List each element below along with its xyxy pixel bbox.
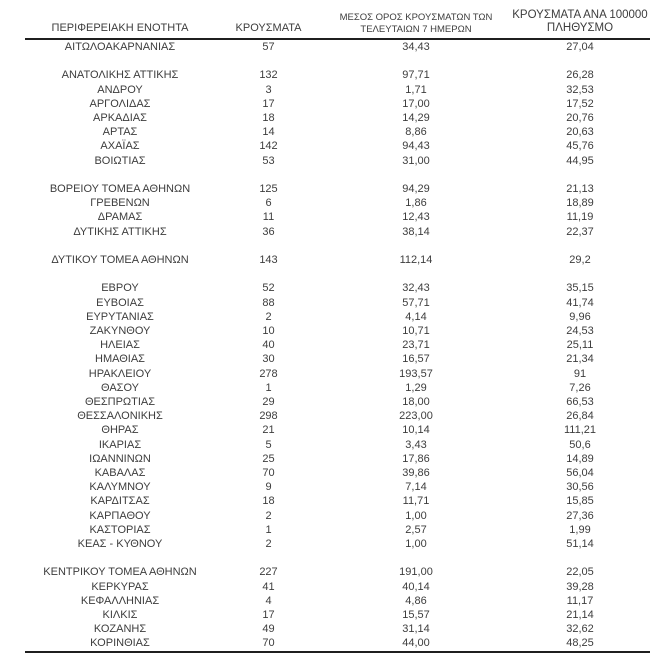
cell-region: ΚΙΛΚΙΣ <box>102 609 138 622</box>
cell-per_100k: 21,34 <box>566 353 594 366</box>
cell-region: ΗΡΑΚΛΕΙΟΥ <box>88 367 152 380</box>
cell-per_100k: 26,28 <box>566 69 594 82</box>
cell-cases: 125 <box>259 183 278 195</box>
cell-per_100k: 25,11 <box>566 339 594 352</box>
header-regional-unit <box>25 0 215 39</box>
table-row <box>25 381 650 395</box>
table-row <box>25 367 650 381</box>
cell-avg_7day: 1,00 <box>405 509 427 522</box>
cell-avg_7day: 94,29 <box>402 183 430 195</box>
cell-cases: 70 <box>262 467 275 480</box>
cell-cases: 132 <box>259 69 278 82</box>
cell-avg_7day: 32,43 <box>402 282 430 295</box>
table-row <box>25 438 650 452</box>
cell-per_100k: 50,6 <box>569 438 591 451</box>
group-spacer-row <box>25 54 650 68</box>
table-row <box>25 296 650 310</box>
table-row <box>25 310 650 324</box>
cell-region: ΒΟΡΕΙΟΥ ΤΟΜΕΑ ΑΘΗΝΩΝ <box>49 183 191 195</box>
cell-cases: 70 <box>215 636 322 651</box>
cell-avg_7day: 1,86 <box>405 197 427 210</box>
header-cases-per-100k-line1: ΚΡΟΥΣΜΑΤΑ ΑΝΑ 100000 <box>512 9 648 21</box>
cell-cases: 4 <box>265 594 272 607</box>
table-header <box>25 0 650 39</box>
cell-region: ΚΑΒΑΛΑΣ <box>94 467 146 480</box>
cell-region: ΚΟΖΑΝΗΣ <box>93 623 147 636</box>
cell-cases: 14 <box>262 126 275 139</box>
cell-avg_7day: 14,29 <box>402 112 430 124</box>
cell-avg_7day: 44,00 <box>322 636 510 651</box>
table-row <box>25 154 650 168</box>
table-row <box>25 409 650 423</box>
regional-cases-table <box>25 0 650 653</box>
cell-avg_7day: 94,43 <box>402 140 430 153</box>
cell-cases: 40 <box>262 339 275 352</box>
cell-avg_7day: 17,00 <box>402 97 430 110</box>
cell-region: ΙΚΑΡΙΑΣ <box>98 438 142 451</box>
cell-region: ΑΡΚΑΔΙΑΣ <box>93 112 147 124</box>
cell-region: ΔΥΤΙΚΟΥ ΤΟΜΕΑ ΑΘΗΝΩΝ <box>51 254 189 266</box>
table-row <box>25 139 650 153</box>
cell-region: ΗΛΕΙΑΣ <box>100 339 140 352</box>
header-7day-average <box>322 0 510 39</box>
cell-avg_7day: 193,57 <box>399 367 433 380</box>
cell-cases: 17 <box>262 609 275 622</box>
table-row <box>25 324 650 338</box>
cell-region: ΑΡΤΑΣ <box>102 126 138 139</box>
cell-per_100k: 91 <box>573 367 587 380</box>
table-row <box>25 452 650 466</box>
cell-per_100k: 45,76 <box>566 140 594 153</box>
cell-avg_7day: 39,86 <box>402 467 430 480</box>
cell-avg_7day: 112,14 <box>399 254 433 266</box>
cell-cases: 29 <box>262 396 275 409</box>
cell-region: ΚΕΡΚΥΡΑΣ <box>91 580 149 593</box>
cell-avg_7day: 10,14 <box>402 424 430 437</box>
group-spacer-row <box>25 239 650 253</box>
cell-cases: 57 <box>262 41 275 53</box>
cell-region: ΔΡΑΜΑΣ <box>97 211 143 224</box>
cell-cases: 278 <box>259 367 278 380</box>
table-row <box>25 466 650 480</box>
table-row <box>25 509 650 523</box>
cell-avg_7day: 12,43 <box>402 211 430 224</box>
table-row <box>25 210 650 224</box>
cell-per_100k: 18,89 <box>566 197 594 210</box>
cell-region: ΘΕΣΠΡΩΤΙΑΣ <box>84 396 156 409</box>
cell-region: ΚΑΣΤΟΡΙΑΣ <box>89 523 151 536</box>
cell-avg_7day: 16,57 <box>402 353 430 366</box>
cell-region: ΙΩΑΝΝΙΝΩΝ <box>89 452 151 465</box>
cell-avg_7day: 17,86 <box>402 452 430 465</box>
cell-per_100k: 32,62 <box>566 623 594 636</box>
table-row <box>25 537 650 551</box>
cell-cases: 5 <box>265 438 272 451</box>
table-row <box>25 352 650 366</box>
header-7day-average-line1: ΜΕΣΟΣ ΟΡΟΣ ΚΡΟΥΣΜΑΤΩΝ ΤΩΝ <box>339 12 493 23</box>
table-row <box>25 338 650 352</box>
cell-per_100k: 7,26 <box>569 381 591 394</box>
table-row <box>25 594 650 608</box>
cell-per_100k: 27,36 <box>566 509 594 522</box>
cell-per_100k: 26,84 <box>566 410 594 423</box>
cell-region: ΚΑΛΥΜΝΟΥ <box>89 481 151 494</box>
table-row <box>25 480 650 494</box>
cell-cases: 49 <box>262 623 275 636</box>
table-row <box>25 253 650 267</box>
cell-cases: 6 <box>265 197 272 210</box>
cell-per_100k: 56,04 <box>566 467 594 480</box>
cell-avg_7day: 40,14 <box>402 580 430 593</box>
cell-per_100k: 66,53 <box>566 396 594 409</box>
cell-avg_7day: 57,71 <box>402 296 430 309</box>
cell-cases: 143 <box>259 254 278 266</box>
cell-cases: 25 <box>262 452 275 465</box>
cell-avg_7day: 4,86 <box>405 594 427 607</box>
group-spacer-cell <box>25 551 650 565</box>
table-row <box>25 225 650 239</box>
group-spacer-cell <box>25 54 650 68</box>
table-row <box>25 494 650 508</box>
cell-cases: 1 <box>265 381 272 394</box>
table-row <box>25 423 650 437</box>
cell-avg_7day: 7,14 <box>405 481 427 494</box>
header-cases-label: ΚΡΟΥΣΜΑΤΑ <box>235 22 302 34</box>
cell-cases: 18 <box>262 112 275 124</box>
cell-cases: 36 <box>262 225 275 238</box>
cell-avg_7day: 2,57 <box>405 523 427 536</box>
cell-cases: 227 <box>259 566 278 579</box>
group-spacer-cell <box>25 239 650 253</box>
cell-cases: 17 <box>262 97 275 110</box>
cell-cases: 53 <box>262 154 275 167</box>
header-regional-unit-label: ΠΕΡΙΦΕΡΕΙΑΚΗ ΕΝΟΤΗΤΑ <box>51 22 189 34</box>
header-7day-average-line2: ΤΕΛΕΥΤΑΙΩΝ 7 ΗΜΕΡΩΝ <box>360 23 472 35</box>
cell-per_100k: 35,15 <box>566 282 594 295</box>
cell-cases: 88 <box>262 296 275 309</box>
group-spacer-row <box>25 551 650 565</box>
table-row <box>25 196 650 210</box>
cell-region: ΑΧΑΪΑΣ <box>100 140 140 153</box>
cell-avg_7day: 8,86 <box>405 126 427 139</box>
cell-avg_7day: 18,00 <box>402 396 430 409</box>
header-cases <box>215 0 322 39</box>
cell-per_100k: 41,74 <box>566 296 594 309</box>
table-row <box>25 39 650 54</box>
cell-avg_7day: 1,71 <box>405 83 427 96</box>
cell-per_100k: 9,96 <box>569 310 591 323</box>
cell-avg_7day: 4,14 <box>405 310 427 323</box>
cell-region: ΚΟΡΙΝΘΙΑΣ <box>25 636 215 651</box>
cell-per_100k: 11,19 <box>566 211 594 224</box>
table-row <box>25 580 650 594</box>
cell-per_100k: 15,85 <box>566 495 594 508</box>
cell-avg_7day: 1,29 <box>405 381 427 394</box>
cell-per_100k: 21,14 <box>566 609 594 622</box>
cell-per_100k: 51,14 <box>566 538 594 551</box>
cell-region: ΑΝΑΤΟΛΙΚΗΣ ΑΤΤΙΚΗΣ <box>61 69 179 82</box>
cell-region: ΚΑΡΠΑΘΟΥ <box>89 509 151 522</box>
cell-region: ΒΟΙΩΤΙΑΣ <box>94 154 146 167</box>
cell-region: ΘΑΣΟΥ <box>100 381 140 394</box>
cell-region: ΔΥΤΙΚΗΣ ΑΤΤΙΚΗΣ <box>73 225 167 238</box>
cell-avg_7day: 11,71 <box>402 495 430 508</box>
header-cases-per-100k <box>510 0 650 39</box>
cell-avg_7day: 223,00 <box>399 410 433 423</box>
cell-region: ΓΡΕΒΕΝΩΝ <box>90 197 150 210</box>
cell-per_100k: 32,53 <box>566 83 594 96</box>
cell-per_100k: 39,28 <box>566 580 594 593</box>
cell-avg_7day: 31,14 <box>402 623 430 636</box>
cell-region: ΚΕΑΣ - ΚΥΘΝΟΥ <box>77 538 163 551</box>
cell-cases: 52 <box>262 282 275 295</box>
cell-per_100k: 48,25 <box>510 636 650 651</box>
cell-per_100k: 22,05 <box>566 566 594 579</box>
table-row <box>25 523 650 537</box>
cell-cases: 41 <box>262 580 275 593</box>
cell-per_100k: 1,99 <box>569 523 591 536</box>
group-spacer-row <box>25 168 650 182</box>
table-row <box>25 622 650 636</box>
cell-per_100k: 14,89 <box>566 452 594 465</box>
header-cases-per-100k-line2: ΠΛΗΘΥΣΜΟ <box>546 22 614 34</box>
cell-region: ΑΙΤΩΛΟΑΚΑΡΝΑΝΙΑΣ <box>64 41 176 53</box>
cell-cases: 298 <box>259 410 278 423</box>
cell-cases: 30 <box>262 353 275 366</box>
table-row <box>25 636 650 651</box>
cell-cases: 18 <box>262 495 275 508</box>
cell-per_100k: 44,95 <box>566 154 594 167</box>
group-spacer-cell <box>25 168 650 182</box>
cell-per_100k: 29,2 <box>569 254 591 266</box>
table-row <box>25 608 650 622</box>
cell-region: ΚΑΡΔΙΤΣΑΣ <box>90 495 150 508</box>
table-row <box>25 97 650 111</box>
cell-region: ΗΜΑΘΙΑΣ <box>95 353 145 366</box>
cell-avg_7day: 3,43 <box>405 438 427 451</box>
cell-region: ΚΕΦΑΛΛΗΝΙΑΣ <box>80 594 160 607</box>
cell-per_100k: 20,63 <box>566 126 594 139</box>
cell-region: ΑΝΔΡΟΥ <box>97 83 143 96</box>
table-row <box>25 182 650 196</box>
cell-avg_7day: 34,43 <box>402 41 430 53</box>
cell-avg_7day: 97,71 <box>402 69 430 82</box>
cell-cases: 1 <box>265 523 272 536</box>
cell-per_100k: 20,76 <box>566 112 594 124</box>
cell-per_100k: 17,52 <box>566 97 594 110</box>
cell-cases: 2 <box>265 538 272 551</box>
cell-cases: 2 <box>265 509 272 522</box>
cell-per_100k: 27,04 <box>566 41 594 53</box>
cell-region: ΘΕΣΣΑΛΟΝΙΚΗΣ <box>77 410 163 423</box>
cell-region: ΕΒΡΟΥ <box>101 282 139 295</box>
cell-avg_7day: 38,14 <box>402 225 430 238</box>
cell-per_100k: 21,13 <box>566 183 594 195</box>
cell-avg_7day: 31,00 <box>402 154 430 167</box>
cell-avg_7day: 1,00 <box>405 538 427 551</box>
cell-avg_7day: 191,00 <box>399 566 433 579</box>
table-row <box>25 111 650 125</box>
cell-region: ΕΥΒΟΙΑΣ <box>96 296 144 309</box>
cell-region: ΑΡΓΟΛΙΔΑΣ <box>89 97 151 110</box>
group-spacer-row <box>25 267 650 281</box>
table-body <box>25 39 650 652</box>
table-row <box>25 68 650 82</box>
cell-per_100k: 22,37 <box>566 225 594 238</box>
cell-region: ΘΗΡΑΣ <box>101 424 139 437</box>
cell-cases: 9 <box>265 481 272 494</box>
cell-cases: 21 <box>262 424 275 437</box>
cell-avg_7day: 23,71 <box>402 339 430 352</box>
cell-avg_7day: 15,57 <box>402 609 430 622</box>
table-row <box>25 125 650 139</box>
group-spacer-cell <box>25 267 650 281</box>
table-row <box>25 565 650 579</box>
cell-cases: 3 <box>265 83 272 96</box>
cell-cases: 142 <box>259 140 278 153</box>
cell-avg_7day: 10,71 <box>402 325 430 337</box>
cell-region: ΖΑΚΥΝΘΟΥ <box>89 325 151 337</box>
cell-per_100k: 30,56 <box>566 481 594 494</box>
table-row <box>25 83 650 97</box>
cell-region: ΕΥΡΥΤΑΝΙΑΣ <box>86 310 154 323</box>
cell-cases: 2 <box>265 310 272 323</box>
cell-region: ΚΕΝΤΡΙΚΟΥ ΤΟΜΕΑ ΑΘΗΝΩΝ <box>43 566 197 579</box>
cell-per_100k: 111,21 <box>563 424 596 437</box>
cell-per_100k: 11,17 <box>566 594 594 607</box>
cell-cases: 10 <box>262 325 275 337</box>
cell-per_100k: 24,53 <box>566 325 594 337</box>
cell-cases: 11 <box>262 211 275 224</box>
table-row <box>25 395 650 409</box>
table-row <box>25 281 650 295</box>
